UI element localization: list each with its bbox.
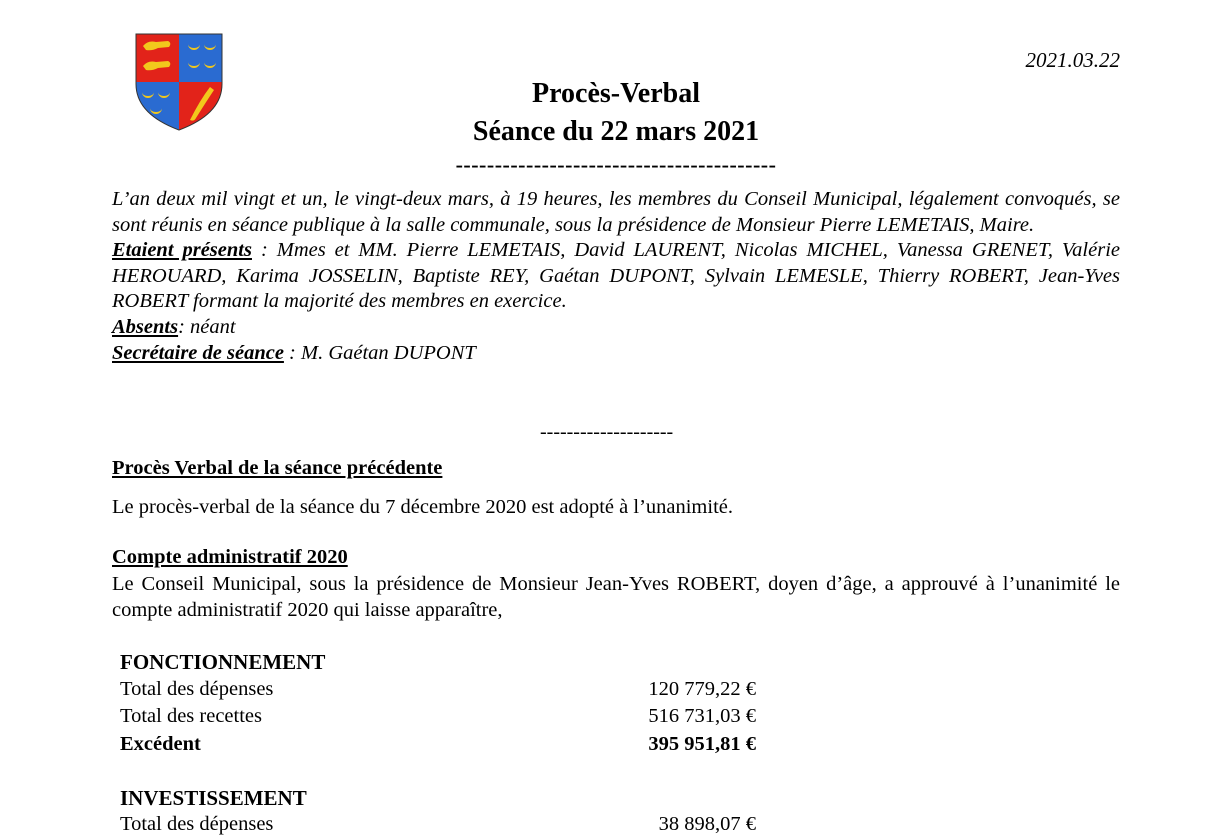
section-separator: -------------------- [540,421,674,443]
present-text: : Mmes et MM. Pierre LEMETAIS, David LAURENT, Nicolas MICHEL, Vanessa GRENET, Valérie HEROUARD, Karima JOSSELIN, Baptiste REY, Gaétan DUPONT, Sylvain LEMESLE, Thierry ROBERT, Jean-Yves ROBERT formant la majorité des membres en exercice. [112,239,1120,313]
table-row [120,813,756,840]
intro-text: L’an deux mil vingt et un, le vingt-deux mars, à 19 heures, les membres du Conseil Municipal, légalement convoqués, se sont réunis en séance publique à la salle communale, sous la présidence de Monsieur Pierre LEMETAIS, Maire. [112,188,1120,236]
document-date: 2021.03.22 [1025,48,1120,72]
row-label: Total des recettes [120,705,262,727]
section-text-compte-administratif: Le Conseil Municipal, sous la présidence de Monsieur Jean-Yves ROBERT, doyen d’âge, a approuvé à l’unanimité le compte administratif 2020 qui laisse apparaître, [112,573,1120,621]
present-label: Etaient présents [112,239,252,262]
fonctionnement-title: FONCTIONNEMENT [120,650,326,674]
row-value: 120 779,22 € [648,678,756,700]
row-label: Total des dépenses [120,813,274,835]
title-separator: ----------------------------------------- [455,152,777,177]
table-row [120,678,756,705]
row-label: Excédent [120,733,201,755]
intro-block [112,187,1120,366]
section-heading-previous-minutes: Procès Verbal de la séance précédente [112,457,443,479]
row-value: 516 731,03 € [648,705,756,727]
section-text-previous-minutes: Le procès-verbal de la séance du 7 décembre 2020 est adopté à l’unanimité. [112,496,733,518]
row-label: Total des dépenses [120,678,274,700]
row-value: 395 951,81 € [648,733,756,755]
absent-label: Absents [112,315,179,338]
document-subtitle: Séance du 22 mars 2021 [472,116,760,147]
document-title: Procès-Verbal [532,78,700,109]
secretary-label: Secrétaire de séance [112,341,284,364]
investissement-title: INVESTISSEMENT [120,786,307,810]
absent-text: : néant [178,315,236,338]
table-row [120,733,756,760]
section-heading-compte-administratif: Compte administratif 2020 [112,546,348,568]
secretary-text: : M. Gaétan DUPONT [283,341,476,364]
row-value: 38 898,07 € [658,813,756,835]
table-row [120,705,756,732]
